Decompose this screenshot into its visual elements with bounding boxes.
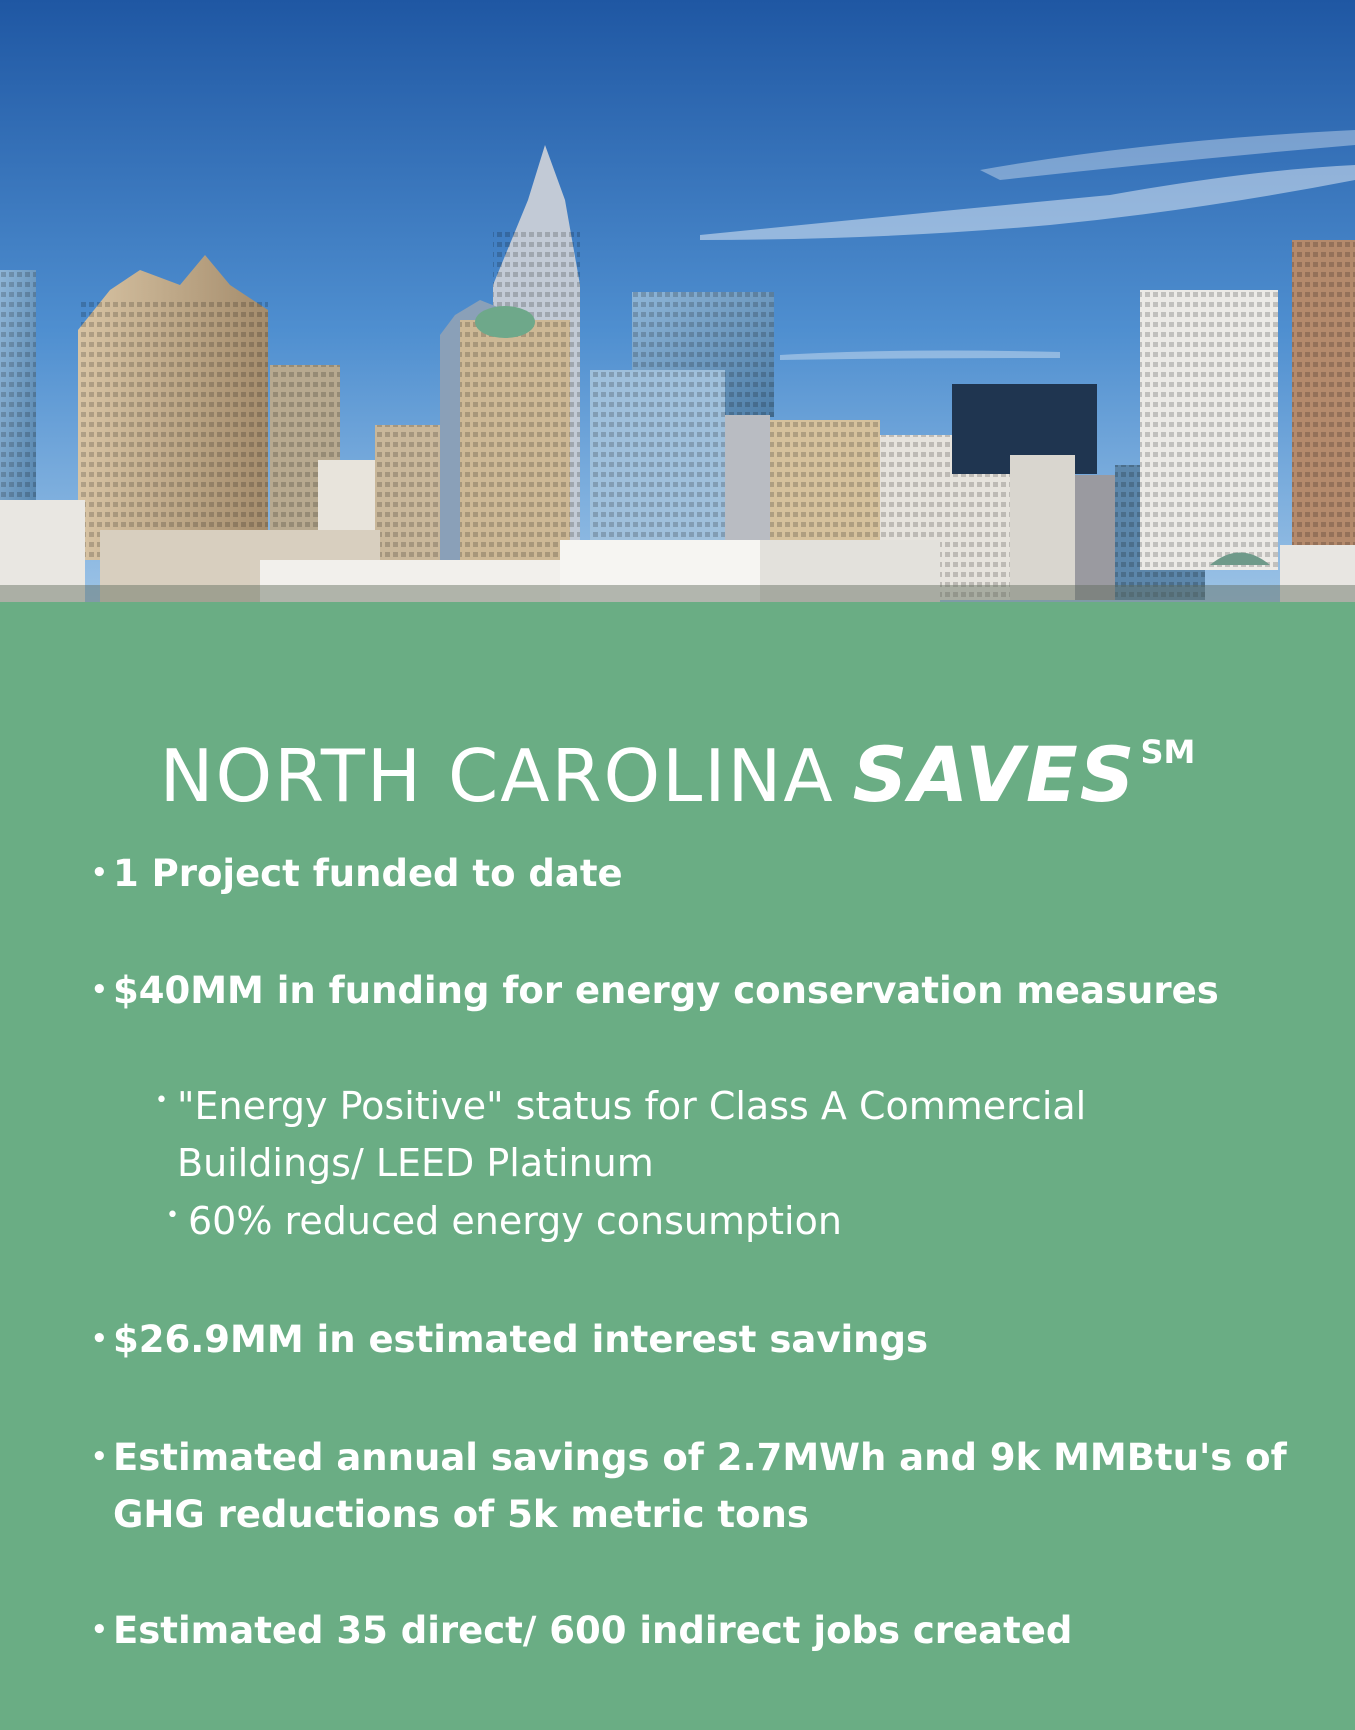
sub-bullet-dot-icon: • xyxy=(166,1203,179,1228)
bullet-annual-savings xyxy=(91,1429,1287,1543)
bullet-dot-icon: • xyxy=(91,1442,108,1472)
title-saves: SAVES xyxy=(852,730,1137,819)
bullet-projects xyxy=(91,845,623,902)
sub-bullet-energy-positive xyxy=(155,1078,1087,1192)
program-title xyxy=(0,730,1355,819)
sub-bullet-dot-icon: • xyxy=(155,1088,168,1113)
bullet-interest-savings xyxy=(91,1311,928,1368)
bullet-line: GHG reductions of 5k metric tons xyxy=(113,1493,809,1536)
sub-bullet-line: Buildings/ LEED Platinum xyxy=(177,1141,654,1185)
bullet-funding xyxy=(91,962,1219,1019)
bullet-text: 1 Project funded to date xyxy=(113,852,623,895)
sub-bullet-line: "Energy Positive" status for Class A Commercial xyxy=(177,1084,1087,1128)
service-mark: SM xyxy=(1140,733,1196,771)
bullet-jobs xyxy=(91,1602,1073,1659)
info-panel xyxy=(0,602,1355,1730)
bullet-dot-icon: • xyxy=(91,858,108,888)
skyline-photo xyxy=(0,0,1355,602)
bullet-dot-icon: • xyxy=(91,975,108,1005)
bullet-text: $40MM in funding for energy conservation measures xyxy=(113,969,1219,1012)
skyline-illustration xyxy=(0,0,1355,602)
bullet-text: $26.9MM in estimated interest savings xyxy=(113,1318,928,1361)
title-main: NORTH CAROLINA xyxy=(159,734,835,818)
bullet-line: Estimated annual savings of 2.7MWh and 9k MMBtu's of xyxy=(113,1436,1287,1479)
bullet-text: Estimated 35 direct/ 600 indirect jobs created xyxy=(113,1609,1073,1652)
sub-bullet-energy-reduction xyxy=(166,1193,842,1250)
bullet-dot-icon: • xyxy=(91,1615,108,1645)
bullet-dot-icon: • xyxy=(91,1324,108,1354)
sub-bullet-text: 60% reduced energy consumption xyxy=(188,1199,842,1243)
